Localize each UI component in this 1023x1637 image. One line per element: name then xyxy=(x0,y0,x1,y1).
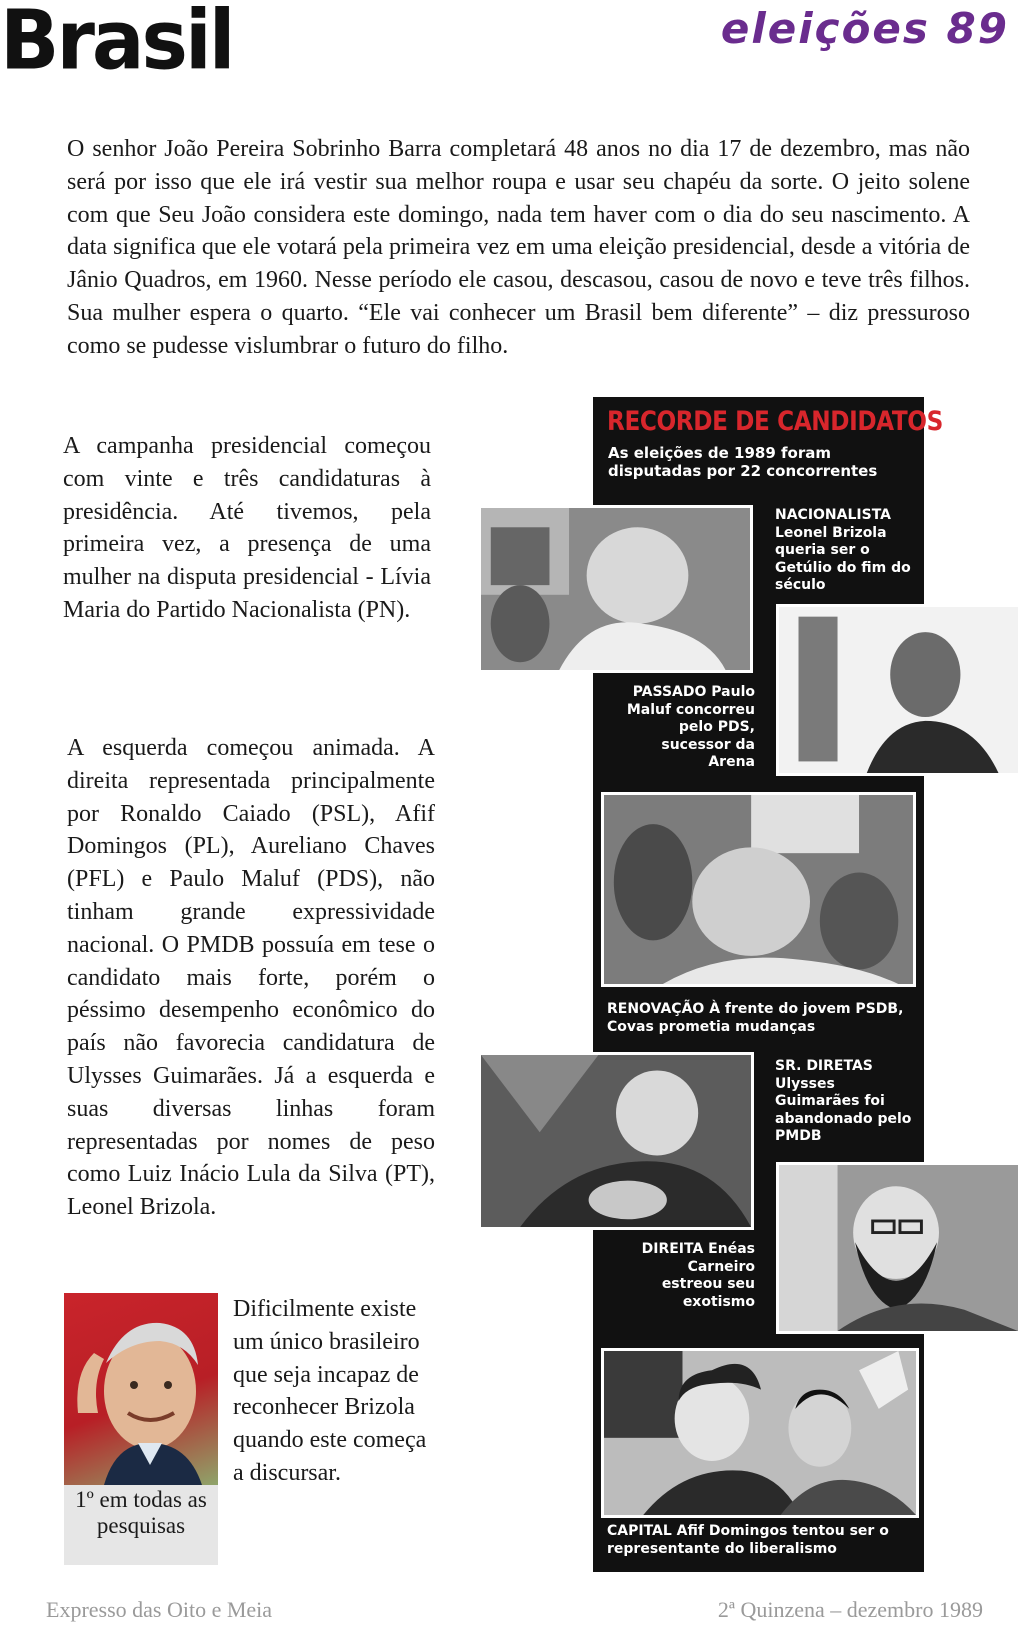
photo-ulysses-image xyxy=(481,1055,751,1227)
brizola-side-text: Dificilmente existe um único brasileiro que seja incapaz de reconhecer Brizola quando este começa a discursar. xyxy=(233,1296,427,1486)
blurb-brizola: NACIONALISTA Leonel Brizola queria ser o Getúlio do fim do século xyxy=(775,507,911,593)
photo-brizola-image xyxy=(481,508,750,670)
photo-eneas-image xyxy=(779,1165,1018,1331)
footer-issue-date: 2ª Quinzena – dezembro 1989 xyxy=(717,1597,983,1622)
photo-covas xyxy=(601,792,916,987)
paragraph-left-right: A esquerda começou animada. A direita representada principalmente por Ronaldo Caiado (PSL), Afif Domingos (PL), Aureliano Chaves (PFL) e Paulo Maluf (PDS), não tinham grande expressividade nacional. O PMDB possuía em tese o candidato mais forte, porém o péssimo desempenho econômico do país não favorecia candidatura de Ulysses Guimarães. Já a esquerda e suas diversas linhas foram representadas por nomes de peso como Luiz Inácio Lula da Silva (PT), Leonel Brizola. xyxy=(67,735,435,1221)
portrait-caption: 1º em todas as pesquisas xyxy=(75,1487,207,1538)
blurb-covas: RENOVAÇÃO À frente do jovem PSDB, Covas prometia mudanças xyxy=(607,1001,904,1035)
panel-subtitle: As eleições de 1989 foram disputadas por 22 concorrentes xyxy=(608,444,878,480)
photo-afif xyxy=(601,1348,919,1518)
blurb-eneas: DIREITA Enéas Carneiro estreou seu exotismo xyxy=(641,1241,755,1310)
panel-title: RECORDE DE CANDIDATOS xyxy=(607,406,943,437)
photo-maluf-image xyxy=(779,607,1018,773)
paragraph-campaign: A campanha presidencial começou com vinte e três candidaturas à presidência. Até tivemos, pela primeira vez, a presença de uma mulher na disputa presidencial - Lívia Maria do Partido Nacionalista (PN). xyxy=(63,433,431,623)
blurb-maluf: PASSADO Paulo Maluf concorreu pelo PDS, sucessor da Arena xyxy=(626,684,755,770)
footer-publication: Expresso das Oito e Meia xyxy=(46,1597,273,1622)
blurb-afif: CAPITAL Afif Domingos tentou ser o representante do liberalismo xyxy=(607,1523,889,1557)
masthead: Brasil xyxy=(0,0,233,89)
brizola-portrait-box xyxy=(64,1293,218,1565)
photo-covas-image xyxy=(604,795,913,984)
lead-paragraph: O senhor João Pereira Sobrinho Barra completará 48 anos no dia 17 de dezembro, mas não será por isso que ele irá vestir sua melhor roupa e usar seu chapéu da sorte. O jeito solene com que Seu João considera este domingo, nada tem haver com o dia do seu nascimento. A data significa que ele votará pela primeira vez em uma eleição presidencial, desde a vitória de Jânio Quadros, em 1960. Nesse período ele casou, descasou, casou de novo e teve três filhos. Sua mulher espera o quarto. “Ele vai conhecer um Brasil bem diferente” – diz pressuroso como se pudesse vislumbrar o futuro do filho. xyxy=(67,136,970,359)
brizola-portrait xyxy=(64,1293,218,1485)
photo-afif-image xyxy=(604,1351,916,1515)
photo-eneas xyxy=(776,1162,1021,1334)
edition-title: eleições 89 xyxy=(720,4,1009,53)
blurb-ulysses: SR. DIRETAS Ulysses Guimarães foi abandonado pelo PMDB xyxy=(775,1058,912,1144)
brizola-portrait-illustration xyxy=(64,1293,218,1485)
photo-ulysses xyxy=(478,1052,754,1230)
photo-brizola xyxy=(478,505,753,673)
photo-maluf xyxy=(776,604,1021,776)
